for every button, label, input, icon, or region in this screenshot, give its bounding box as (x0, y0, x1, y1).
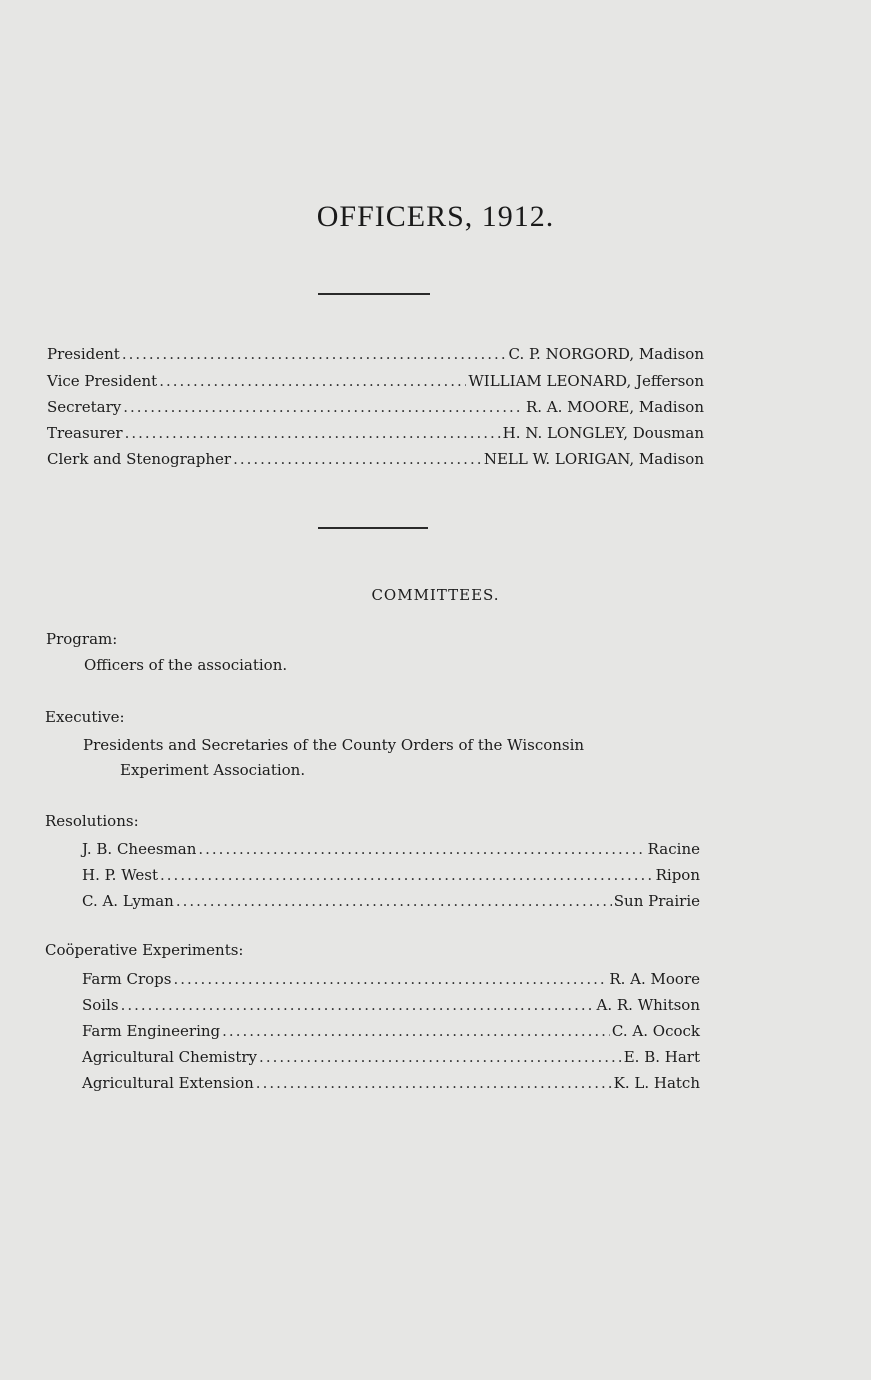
officer-row (47, 343, 704, 365)
member-row (82, 1072, 700, 1094)
dot-leader (125, 422, 501, 444)
officer-name: WILLIAM LEONARD, Jefferson (468, 372, 704, 390)
dot-leader (121, 994, 595, 1016)
member-name: H. P. West (82, 866, 159, 884)
committees-heading: COMMITTEES. (371, 586, 500, 604)
dot-leader (122, 343, 507, 365)
member-subject: Agricultural Extension (82, 1074, 254, 1092)
resolutions-label: Resolutions: (45, 812, 139, 830)
dot-leader (173, 968, 607, 990)
member-place: Sun Prairie (613, 892, 700, 910)
officer-name: H. N. LONGLEY, Dousman (502, 424, 704, 442)
officer-role: Secretary (47, 398, 122, 416)
officer-row (47, 422, 704, 444)
officer-name: C. P. NORGORD, Madison (508, 345, 704, 363)
member-person: R. A. Moore (609, 970, 700, 988)
member-person: K. L. Hatch (613, 1074, 700, 1092)
member-row (82, 864, 700, 886)
member-row (82, 838, 700, 860)
member-row (82, 1046, 700, 1068)
divider-rule (318, 527, 428, 529)
member-person: C. A. Ocock (611, 1022, 700, 1040)
cooperative-label: Coöperative Experiments: (45, 941, 244, 959)
member-place: Racine (647, 840, 700, 858)
officer-name: R. A. MOORE, Madison (525, 398, 704, 416)
executive-label: Executive: (45, 708, 125, 726)
member-row (82, 1020, 700, 1042)
dot-leader (160, 864, 654, 886)
page-title: OFFICERS, 1912. (316, 200, 555, 233)
member-name: C. A. Lyman (82, 892, 174, 910)
executive-text-line1: Presidents and Secretaries of the County Orders of the Wisconsin (83, 736, 585, 754)
dot-leader (233, 448, 482, 470)
officer-row (47, 448, 704, 470)
officer-row (47, 370, 704, 392)
officer-row (47, 396, 704, 418)
officer-role: Clerk and Stenographer (47, 450, 232, 468)
program-label: Program: (46, 630, 118, 648)
program-text: Officers of the association. (84, 656, 288, 674)
dot-leader (159, 370, 466, 392)
member-place: Ripon (655, 866, 700, 884)
member-row (82, 968, 700, 990)
member-subject: Agricultural Chemistry (82, 1048, 258, 1066)
officer-role: President (47, 345, 120, 363)
member-name: J. B. Cheesman (82, 840, 197, 858)
dot-leader (123, 396, 524, 418)
member-subject: Farm Engineering (82, 1022, 221, 1040)
officer-role: Treasurer (47, 424, 123, 442)
officer-role: Vice President (47, 372, 158, 390)
dot-leader (198, 838, 645, 860)
member-person: E. B. Hart (623, 1048, 700, 1066)
divider-rule (318, 293, 430, 295)
dot-leader (222, 1020, 610, 1042)
member-person: A. R. Whitson (596, 996, 700, 1014)
dot-leader (176, 890, 612, 912)
member-row (82, 890, 700, 912)
executive-text-line2: Experiment Association. (120, 761, 306, 779)
dot-leader (259, 1046, 622, 1068)
member-row (82, 994, 700, 1016)
member-subject: Soils (82, 996, 119, 1014)
officer-name: NELL W. LORIGAN, Madison (483, 450, 704, 468)
dot-leader (256, 1072, 612, 1094)
member-subject: Farm Crops (82, 970, 172, 988)
